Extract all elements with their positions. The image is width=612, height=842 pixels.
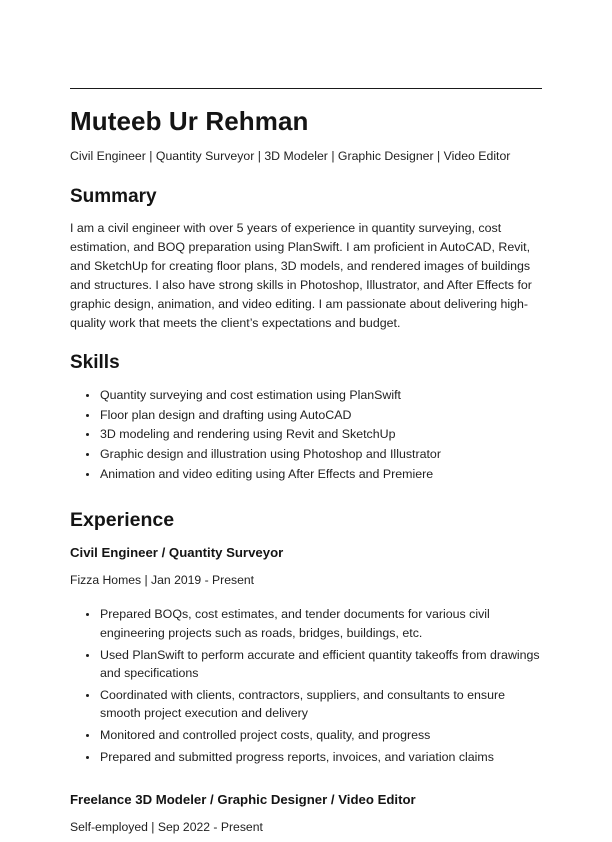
header-divider — [70, 88, 542, 89]
summary-text: I am a civil engineer with over 5 years of experience in quantity surveying, cost estimation, and BOQ preparation using PlanSwift. I am proficient in AutoCAD, Revit, and SketchUp for creating floor plans, 3D models, and rendered images of buildings and structures. I also have strong skills in Photoshop, Illustrator, and After Effects for graphic design, animation, and video editing. I am passionate about delivering high-quality work that meets the client’s expectations and budget. — [70, 221, 532, 330]
list-item: Prepared BOQs, cost estimates, and tender documents for various civil engineering projects such as roads, bridges, buildings, etc. — [70, 605, 542, 642]
summary-section — [70, 186, 542, 333]
summary-heading: Summary — [70, 185, 157, 207]
list-item: Monitored and controlled project costs, quality, and progress — [70, 726, 542, 745]
list-item: Graphic design and illustration using Photoshop and Illustrator — [70, 445, 542, 464]
candidate-name: Muteeb Ur Rehman — [70, 106, 309, 136]
skills-section — [70, 352, 542, 483]
experience-entry-1 — [70, 544, 542, 767]
job-title: Freelance 3D Modeler / Graphic Designer / Video Editor — [70, 792, 416, 808]
resume-content — [70, 88, 542, 842]
job-meta: Self-employed | Sep 2022 - Present — [70, 820, 263, 835]
list-item: Prepared and submitted progress reports, invoices, and variation claims — [70, 748, 542, 767]
job-title: Civil Engineer / Quantity Surveyor — [70, 544, 284, 560]
candidate-headline: Civil Engineer | Quantity Surveyor | 3D Modeler | Graphic Designer | Video Editor — [70, 148, 511, 163]
experience-heading: Experience — [70, 509, 175, 532]
job-responsibilities-list — [70, 605, 542, 766]
list-item: Quantity surveying and cost estimation using PlanSwift — [70, 386, 542, 405]
experience-entry-2 — [70, 791, 542, 836]
list-item: Floor plan design and drafting using AutoCAD — [70, 406, 542, 425]
list-item: Animation and video editing using After Effects and Premiere — [70, 465, 542, 484]
list-item: 3D modeling and rendering using Revit and SketchUp — [70, 425, 542, 444]
skills-list — [70, 386, 542, 483]
list-item: Used PlanSwift to perform accurate and efficient quantity takeoffs from drawings and specifications — [70, 646, 542, 683]
skills-heading: Skills — [70, 352, 120, 374]
job-meta: Fizza Homes | Jan 2019 - Present — [70, 572, 255, 587]
experience-section — [70, 509, 542, 836]
list-item: Coordinated with clients, contractors, suppliers, and consultants to ensure smooth project execution and delivery — [70, 686, 542, 723]
